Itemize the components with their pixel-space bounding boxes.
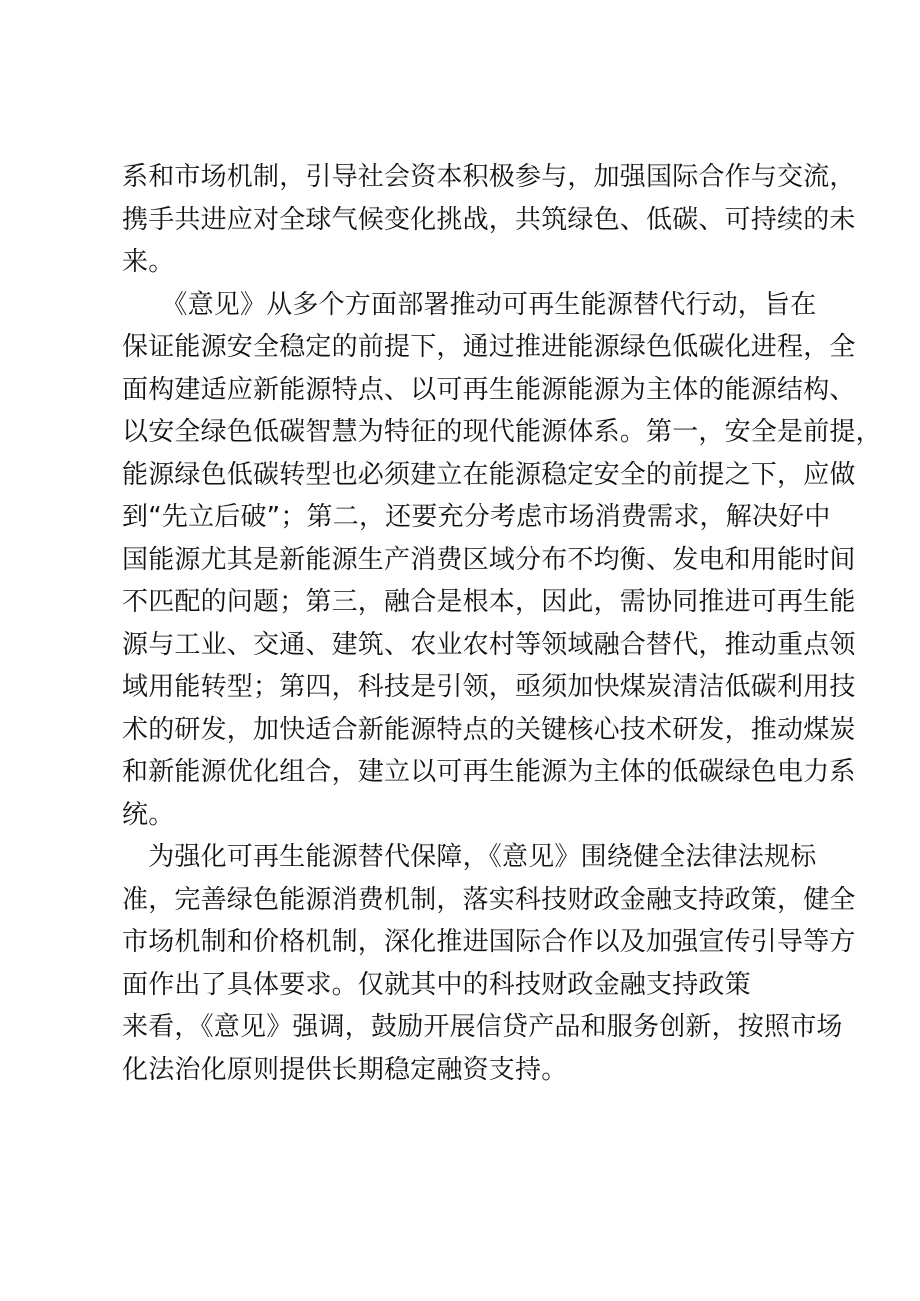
paragraph-1 <box>122 156 856 284</box>
text-line: 源与工业、交通、建筑、农业农村等领域融合替代，推动重点领 <box>122 629 856 660</box>
text-line: 化法治化原则提供长期稳定融资支持。 <box>122 1054 568 1085</box>
text-line: 为强化可再生能源替代保障，《意见》围绕健全法律法规标 <box>122 842 817 872</box>
text-line: 系和市场机制，引导社会资本积极参与，加强国际合作与交流， <box>122 162 856 192</box>
text-line: 来看，《意见》强调，鼓励开展信贷产品和服务创新，按照市场 <box>122 1012 843 1042</box>
text-line: 到“先立后破”；第二，还要充分考虑市场消费需求，解决好中 <box>122 502 831 532</box>
text-line: 术的研发，加快适合新能源特点的关键核心技术研发，推动煤炭 <box>122 714 856 745</box>
text-line: 不匹配的问题；第三，融合是根本，因此，需协同推进可再生能 <box>122 587 856 617</box>
text-line: 和新能源优化组合，建立以可再生能源为主体的低碳绿色电力系 <box>122 757 856 787</box>
text-line: 市场机制和价格机制，深化推进国际合作以及加强宣传引导等方 <box>122 927 856 957</box>
text-line: 来。 <box>122 247 175 277</box>
text-line: 域用能转型；第四，科技是引领，亟须加快煤炭清洁低碳利用技 <box>122 672 856 702</box>
text-line: 携手共进应对全球气候变化挑战，共筑绿色、低碳、可持续的未 <box>122 204 856 235</box>
text-line: 国能源尤其是新能源生产消费区域分布不均衡、发电和用能时间 <box>122 544 856 575</box>
text-line: 以安全绿色低碳智慧为特征的现代能源体系。第一，安全是前提， <box>122 417 882 447</box>
text-line: 准，完善绿色能源消费机制，落实科技财政金融支持政策，健全 <box>122 884 856 915</box>
body-text <box>122 156 882 1091</box>
text-line: 能源绿色低碳转型也必须建立在能源稳定安全的前提之下，应做 <box>122 459 856 490</box>
text-line: 《意见》从多个方面部署推动可再生能源替代行动，旨在 <box>122 289 817 320</box>
paragraph-2 <box>122 284 882 837</box>
text-line: 面作出了具体要求。仅就其中的科技财政金融支持政策 <box>122 969 751 1000</box>
text-line: 面构建适应新能源特点、以可再生能源能源为主体的能源结构、 <box>122 374 856 405</box>
text-line: 统。 <box>122 799 175 830</box>
paragraph-3 <box>122 836 856 1091</box>
text-line: 保证能源安全稳定的前提下，通过推进能源绿色低碳化进程，全 <box>122 332 856 362</box>
